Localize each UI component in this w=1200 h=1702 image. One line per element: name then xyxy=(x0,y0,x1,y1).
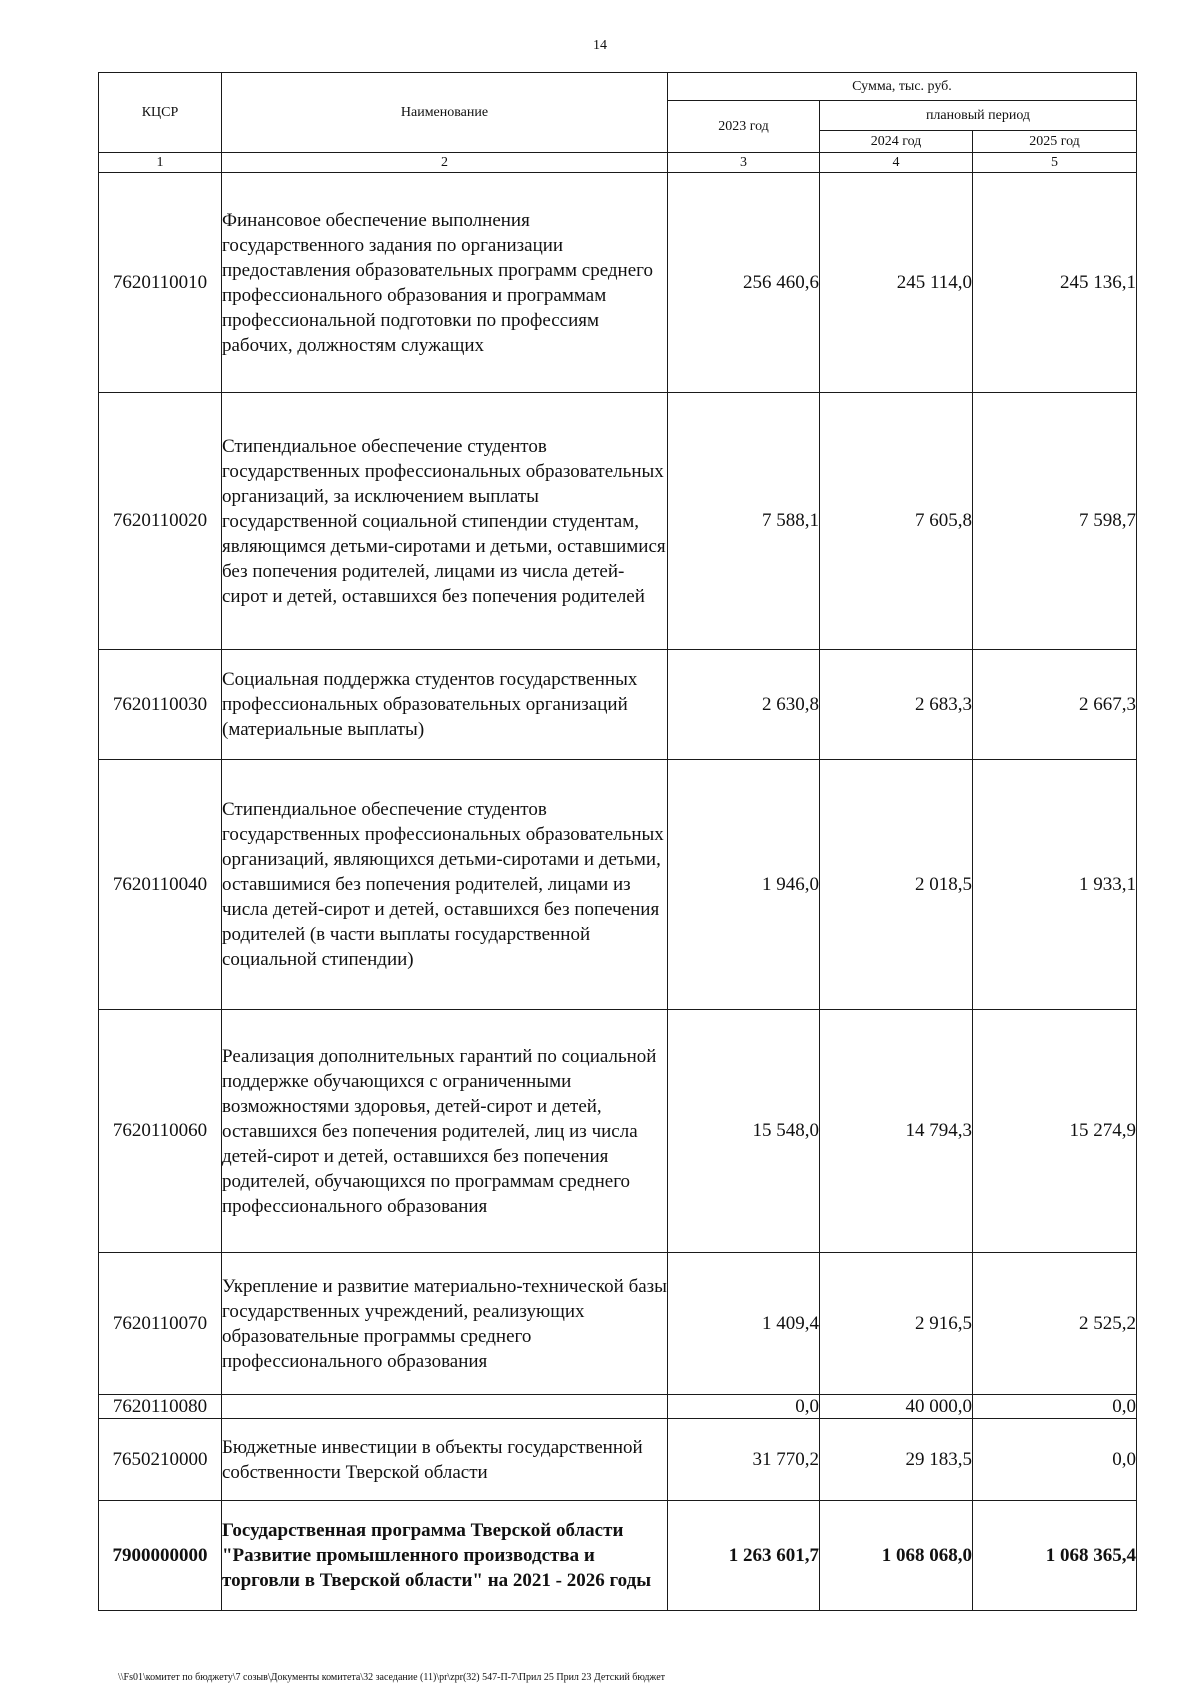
header-name: Наименование xyxy=(222,73,668,153)
header-sum: Сумма, тыс. руб. xyxy=(668,73,1137,101)
row-code: 7620110070 xyxy=(99,1253,222,1395)
row-value-2024: 40 000,0 xyxy=(820,1395,973,1419)
table-row xyxy=(99,760,1137,1010)
row-value-2025: 0,0 xyxy=(973,1419,1137,1501)
row-value-2024: 1 068 068,0 xyxy=(820,1501,973,1611)
row-code: 7900000000 xyxy=(99,1501,222,1611)
header-year-2023: 2023 год xyxy=(668,101,820,153)
table-row-total xyxy=(99,1501,1137,1611)
table-row xyxy=(99,1253,1137,1395)
column-number: 2 xyxy=(222,153,668,173)
row-code: 7620110060 xyxy=(99,1010,222,1253)
budget-table xyxy=(98,72,1137,1611)
column-number: 5 xyxy=(973,153,1137,173)
row-name: Реализация дополнительных гарантий по социальной поддержке обучающихся с ограниченными возможностями здоровья, детей-сирот и детей, оставшихся без попечения родителей, лиц из числа детей-сирот и детей, оставшихся без попечения родителей, обучающихся по программам среднего профессионального образования xyxy=(222,1010,668,1253)
row-value-2023: 31 770,2 xyxy=(668,1419,820,1501)
header-kcsr: КЦСР xyxy=(99,73,222,153)
row-name: Стипендиальное обеспечение студентов государственных профессиональных образовательных организаций, за исключением выплаты государственной социальной стипендии студентам, являющимся детьми-сиротами и детьми, оставшимися без попечения родителей, лицами из числа детей-сирот и детей, оставшихся без попечения родителей xyxy=(222,393,668,650)
row-value-2025: 1 068 365,4 xyxy=(973,1501,1137,1611)
row-code: 7620110030 xyxy=(99,650,222,760)
table-row xyxy=(99,1419,1137,1501)
row-name: Стипендиальное обеспечение студентов государственных профессиональных образовательных организаций, являющихся детьми-сиротами и детьми, оставшимися без попечения родителей, лицами из числа детей-сирот и детей, оставшихся без попечения родителей (в части выплаты государственной социальной стипендии) xyxy=(222,760,668,1010)
header-year-2025: 2025 год xyxy=(973,131,1137,153)
row-value-2024: 245 114,0 xyxy=(820,173,973,393)
table-row xyxy=(99,393,1137,650)
row-value-2024: 14 794,3 xyxy=(820,1010,973,1253)
row-value-2024: 7 605,8 xyxy=(820,393,973,650)
row-value-2023: 1 409,4 xyxy=(668,1253,820,1395)
row-value-2025: 245 136,1 xyxy=(973,173,1137,393)
row-code: 7620110080 xyxy=(99,1395,222,1419)
row-value-2024: 29 183,5 xyxy=(820,1419,973,1501)
row-value-2023: 7 588,1 xyxy=(668,393,820,650)
row-value-2023: 256 460,6 xyxy=(668,173,820,393)
column-number: 1 xyxy=(99,153,222,173)
row-name: Укрепление и развитие материально-технической базы государственных учреждений, реализующих образовательные программы среднего профессионального образования xyxy=(222,1253,668,1395)
row-code: 7650210000 xyxy=(99,1419,222,1501)
footer-file-path: \\Fs01\комитет по бюджету\7 созыв\Документы комитета\32 заседание (11)\pr\zpr(32) 547-П-7\Прил 25 Прил 23 Детский бюджет xyxy=(118,1672,666,1683)
row-name xyxy=(222,1395,668,1419)
row-value-2024: 2 683,3 xyxy=(820,650,973,760)
row-value-2025: 0,0 xyxy=(973,1395,1137,1419)
column-number: 4 xyxy=(820,153,973,173)
table-row xyxy=(99,1010,1137,1253)
row-value-2024: 2 018,5 xyxy=(820,760,973,1010)
row-name: Социальная поддержка студентов государственных профессиональных образовательных организаций (материальные выплаты) xyxy=(222,650,668,760)
row-value-2023: 0,0 xyxy=(668,1395,820,1419)
row-value-2023: 1 946,0 xyxy=(668,760,820,1010)
row-code: 7620110020 xyxy=(99,393,222,650)
row-value-2025: 15 274,9 xyxy=(973,1010,1137,1253)
row-name: Финансовое обеспечение выполнения государственного задания по организации предоставления образовательных программ среднего профессионального образования и программам профессиональной подготовки по профессиям рабочих, должностям служащих xyxy=(222,173,668,393)
row-name: Государственная программа Тверской области "Развитие промышленного производства и торговли в Тверской области" на 2021 - 2026 годы xyxy=(222,1501,668,1611)
row-value-2023: 1 263 601,7 xyxy=(668,1501,820,1611)
row-code: 7620110010 xyxy=(99,173,222,393)
row-value-2024: 2 916,5 xyxy=(820,1253,973,1395)
row-value-2025: 2 667,3 xyxy=(973,650,1137,760)
table-row xyxy=(99,173,1137,393)
row-value-2025: 1 933,1 xyxy=(973,760,1137,1010)
header-year-2024: 2024 год xyxy=(820,131,973,153)
row-code: 7620110040 xyxy=(99,760,222,1010)
row-value-2025: 2 525,2 xyxy=(973,1253,1137,1395)
row-value-2023: 15 548,0 xyxy=(668,1010,820,1253)
column-number: 3 xyxy=(668,153,820,173)
row-value-2023: 2 630,8 xyxy=(668,650,820,760)
page-number: 14 xyxy=(593,38,607,53)
header-planned-period: плановый период xyxy=(820,101,1137,131)
row-name: Бюджетные инвестиции в объекты государственной собственности Тверской области xyxy=(222,1419,668,1501)
table-row xyxy=(99,1395,1137,1419)
row-value-2025: 7 598,7 xyxy=(973,393,1137,650)
table-row xyxy=(99,650,1137,760)
